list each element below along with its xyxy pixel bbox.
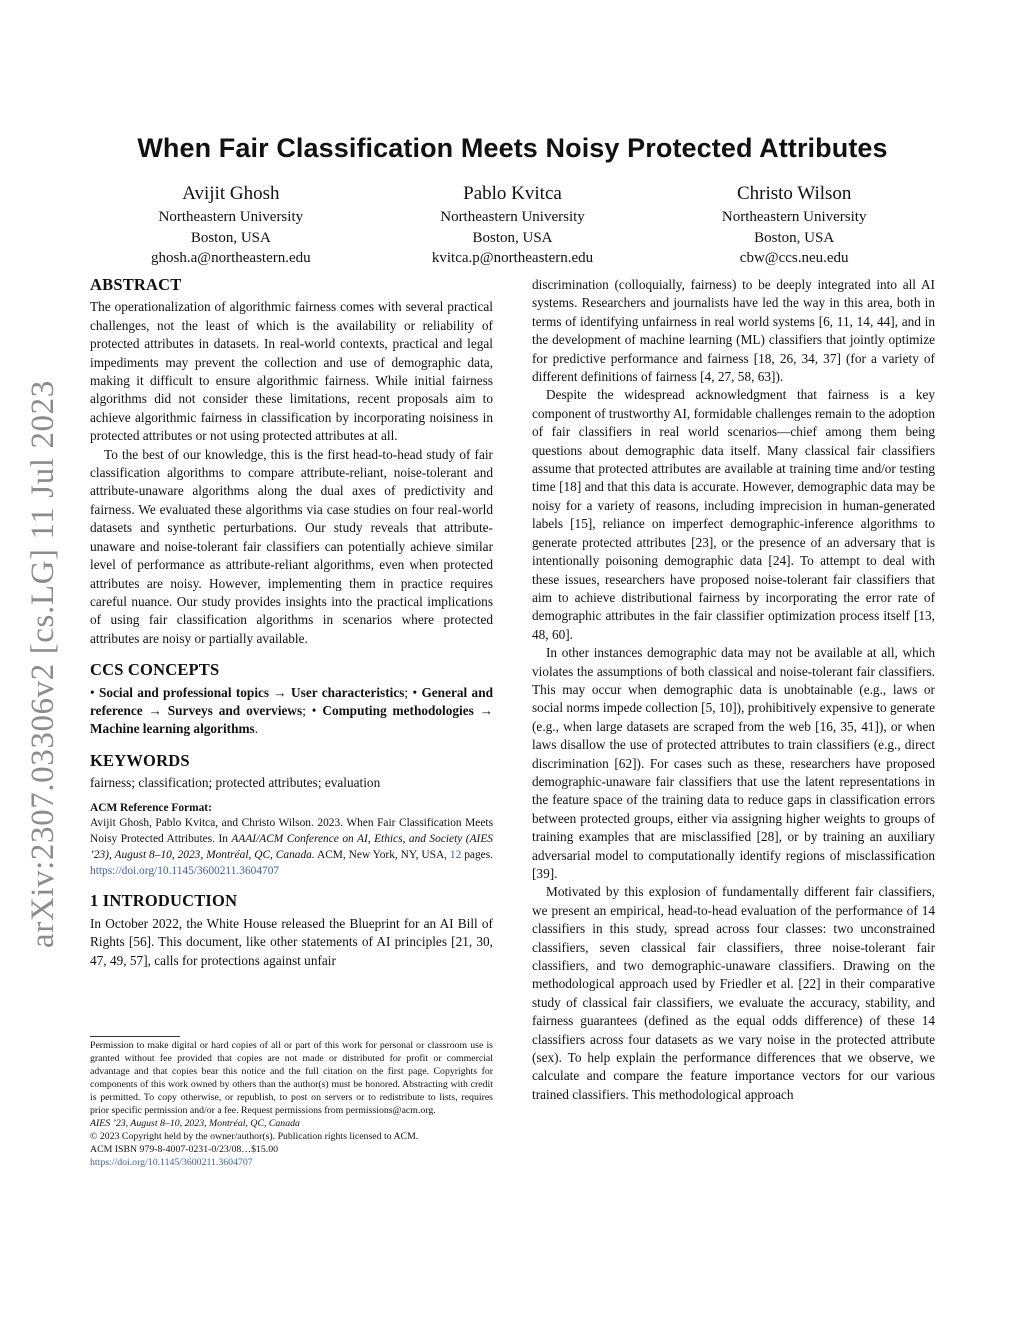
reference-format-heading: ACM Reference Format:	[90, 801, 212, 814]
intro-paragraph-2: Despite the widespread acknowledgment that fairness is a key component of trustworthy AI, formidable challenges remain to the adoption of fair classifiers in real world scenarios—chief among them being questions about demographic data itself. Many classical fair classifiers assume that protected attributes are available at training time and/or testing time [18] and that this data is accurate. However, demographic data may be noisy for a variety of reasons, including imprecision in human-generated labels [15], reliance on imperfect demographic-inference algorithms to generate protected attributes [23], or the presence of an adversary that is intentionally poisoning demographic data [24]. To attempt to deal with these issues, researchers have proposed noise-tolerant fair classifiers that aim to achieve distributional fairness by incorporating the error rate of demographic attributes in the fair classifier optimization process itself [13, 48, 60].	[532, 387, 935, 642]
author-affiliation: Northeastern University	[721, 209, 867, 225]
reference-text: ACM, New York, NY, USA,	[314, 848, 450, 861]
keywords-heading: KEYWORDS	[90, 750, 190, 770]
right-column	[532, 276, 935, 1104]
ccs-item: General and reference	[90, 684, 493, 718]
author-name: Christo Wilson	[736, 183, 852, 204]
ccs-heading: CCS CONCEPTS	[90, 660, 220, 680]
reference-text: Avijit Ghosh, Pablo Kvitca, and Christo Wilson. 2023. When Fair Classification Meets Noisy Protected Attributes. In	[90, 816, 493, 845]
author-location: Boston, USA	[190, 229, 271, 246]
copyright-line: © 2023 Copyright held by the owner/author(s). Publication rights licensed to ACM.	[90, 1131, 419, 1142]
author-2	[372, 181, 654, 269]
intro-paragraph-3: In other instances demographic data may not be available at all, which violates the assumptions of both classical and noise-tolerant fair classifiers. This may occur when demographic data is unobtainable (e.g., laws or social norms impede collection [5, 10]), prohibitively expensive to generate (e.g., when large datasets are scraped from the web [16, 35, 41]), or when laws disallow the use of protected attributes to train classifiers (e.g., direct discrimination [62]). For cases such as these, researchers have proposed demographic-unaware fair classifiers that use the latent representations in the feature space of the training data to reduce gaps in classification errors between protected groups, either via assigning higher weights to groups of training examples that are misclassified [28], or by training an auxiliary adversarial model to computationally identify regions of misclassification [39].	[532, 645, 935, 881]
arxiv-sidebar-stamp: arXiv:2307.03306v2 [cs.LG] 11 Jul 2023	[25, 380, 61, 948]
left-column	[90, 276, 493, 970]
introduction-paragraph-1: In October 2022, the White House released the Blueprint for an AI Bill of Rights [56]. This document, like other statements of AI principles [21, 30, 47, 49, 57], calls for protections against unfair	[90, 915, 493, 968]
ccs-item: Machine learning algorithms	[90, 721, 255, 737]
footnote-block	[90, 1039, 493, 1169]
ccs-item: Social and professional topics	[98, 684, 270, 700]
reference-venue: AAAI/ACM Conference on AI, Ethics, and Society (AIES ’23), August 8–10, 2023, Montréal, QC, Canada.	[90, 832, 493, 861]
intro-paragraph-continued: discrimination (colloquially, fairness) to be deeply integrated into all AI systems. Researchers and journalists have led the way in this area, both in terms of identifying unfairness in real world systems [6, 11, 14, 44], and in the development of machine learning (ML) classifiers that jointly optimize for predictive performance and fairness [18, 26, 34, 37] (for a variety of different definitions of fairness [4, 27, 58, 63]).	[532, 277, 935, 385]
reference-format	[90, 815, 493, 880]
paper-title: When Fair Classification Meets Noisy Protected Attributes	[137, 133, 888, 163]
author-1	[90, 181, 372, 269]
footnote-doi-link[interactable]: https://doi.org/10.1145/3600211.3604707	[90, 1157, 253, 1168]
author-email[interactable]: kvitca.p@northeastern.edu	[431, 250, 594, 266]
author-email[interactable]: ghosh.a@northeastern.edu	[151, 250, 311, 266]
conference-line: AIES ’23, August 8–10, 2023, Montréal, QC, Canada	[90, 1118, 300, 1129]
permission-notice: Permission to make digital or hard copies of all or part of this work for personal or classroom use is granted without fee provided that copies are not made or distributed for profit or commercial advantage and that copies bear this notice and the full citation on the first page. Copyrights for components of this work owned by others than the author(s) must be honored. Abstracting with credit is permitted. To copy otherwise, or republish, to post on servers or to redistribute to lists, requires prior specific permission and/or a fee. Request permissions from permissions@acm.org.	[90, 1040, 493, 1116]
introduction-heading: 1 INTRODUCTION	[90, 891, 238, 911]
reference-pages-link[interactable]: 12	[449, 848, 462, 861]
abstract-paragraph-1: The operationalization of algorithmic fairness comes with several practical challenges, not the least of which is the availability or reliability of protected attributes in datasets. In real-world contexts, practical and legal impediments may prevent the collection and use of demographic data, making it difficult to ensure algorithmic fairness. While initial fairness algorithms did not consider these limitations, recent proposals aim to achieve algorithmic fairness in classification by incorporating noisiness in protected attributes or not using protected attributes at all.	[90, 299, 493, 444]
author-location: Boston, USA	[472, 229, 553, 246]
author-affiliation: Northeastern University	[158, 209, 304, 225]
ccs-item: Computing methodologies	[322, 702, 474, 718]
intro-paragraph-4: Motivated by this explosion of fundamentally different fair classifiers, we present an empirical, head-to-head evaluation of the performance of 14 classifiers in this study, spread across four classes: two unconstrained classifiers, seven classical fair classifiers, three noise-tolerant fair classifiers, and two demographic-unaware classifiers. Drawing on the methodological approach used by Friedler et al. [22] in their comparative study of classical fair classifiers, we evaluate the accuracy, stability, and fairness guarantees (defined as the equal odds difference) of these 14 classifiers across four datasets as we vary noise in the protected attribute (sex). To help explain the performance differences that we observe, we calculate and compare the feature importance vectors for our various trained classifiers. This methodological approach	[532, 884, 935, 1102]
author-email[interactable]: cbw@ccs.neu.edu	[739, 250, 849, 266]
author-affiliation: Northeastern University	[440, 209, 585, 225]
ccs-item: User characteristics	[291, 684, 405, 700]
author-location: Boston, USA	[754, 229, 835, 246]
author-block	[90, 181, 935, 269]
abstract-paragraph-2: To the best of our knowledge, this is the first head-to-head study of fair classification algorithms to compare attribute-reliant, noise-tolerant and attribute-unaware algorithms along the dual axes of predictivity and fairness. We evaluated these algorithms via case studies on four real-world datasets and synthetic perturbations. Our study reveals that attribute-unaware and noise-tolerant fair classifiers can potentially achieve similar level of performance as attribute-reliant algorithms, even when protected attributes are noisy. However, implementing them in practice requires careful nuance. Our study provides insights into the practical implications of using fair classification algorithms in scenarios where protected attributes are noisy or partially available.	[90, 446, 493, 646]
reference-doi-link[interactable]: https://doi.org/10.1145/3600211.3604707	[90, 865, 280, 878]
footnote-rule	[90, 1036, 180, 1037]
ccs-concepts: • Social and professional topics → User characteristics; • General and reference → Surveys and overviews; • Computing methodologies → Machine learning algorithms.	[90, 684, 494, 737]
isbn-line: ACM ISBN 979-8-4007-0231-0/23/08…$15.00	[90, 1144, 279, 1155]
author-3	[653, 181, 935, 269]
abstract-heading: ABSTRACT	[90, 275, 182, 294]
author-name: Avijit Ghosh	[182, 183, 280, 204]
reference-text: pages.	[461, 848, 493, 861]
keywords-text: fairness; classification; protected attributes; evaluation	[90, 775, 381, 791]
ccs-item: Surveys and overviews	[167, 702, 303, 718]
author-name: Pablo Kvitca	[463, 183, 562, 204]
